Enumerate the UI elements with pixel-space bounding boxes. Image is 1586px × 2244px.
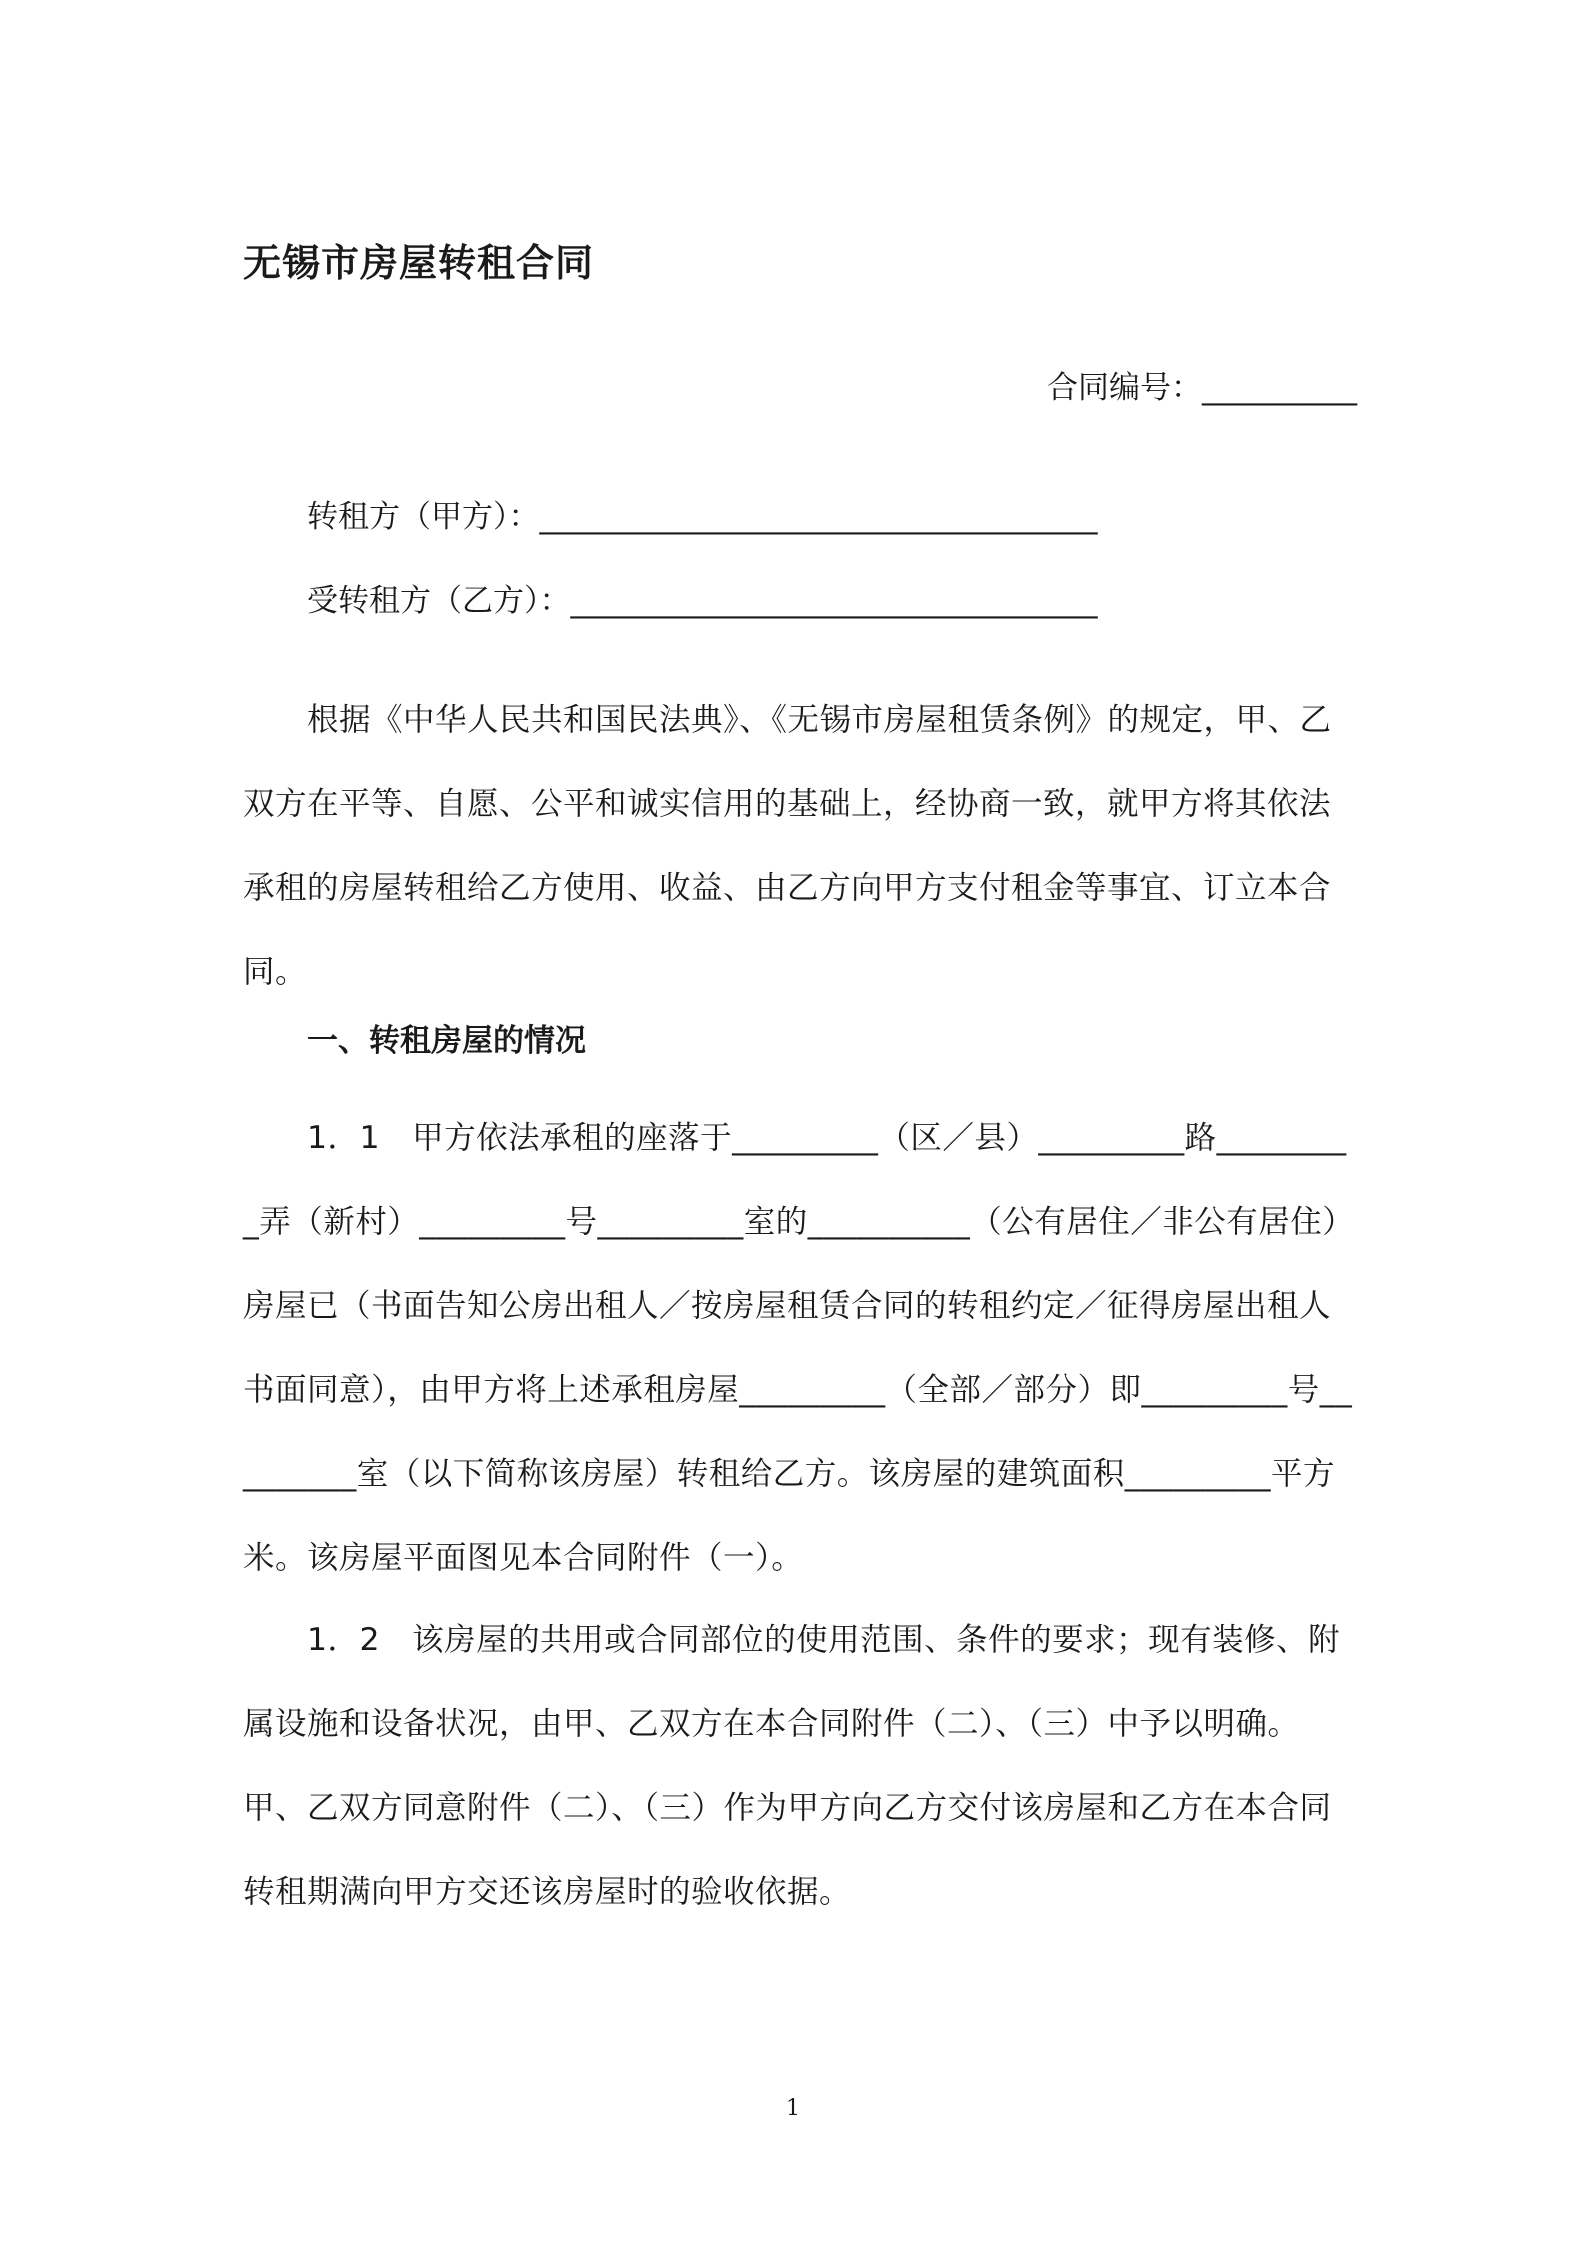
clause-1-1: 1．1 甲方依法承租的座落于_________（区／县）_________路_________弄（新村）_________号_________室的__________（公有居住／非公有居住）房屋已（书面告知公房出租人／按房屋租赁合同的转租约定／征得房屋出租人书面同意），由甲方将上述承租房屋_________（全部／部分）即_________号_________室（以下简称该房屋）转租给乙方。该房屋的建筑面积_________平方米。该房屋平面图见本合同附件（一）。 xyxy=(243,1120,1353,1576)
clause-1-2: 1．2 该房屋的共用或合同部位的使用范围、条件的要求；现有装修、附属设施和设备状况，由甲、乙双方在本合同附件（二）、（三）中予以明确。甲、乙双方同意附件（二）、（三）作为甲方向乙方交付该房屋和乙方在本合同转租期满向甲方交还该房屋时的验收依据。 xyxy=(243,1622,1341,1910)
page-number: 1 xyxy=(786,2096,800,2121)
party-a-line: 转租方（甲方）：____________________________________ xyxy=(307,499,1098,535)
party-b-line: 受转租方（乙方）：__________________________________ xyxy=(307,583,1098,619)
intro-paragraph: 根据《中华人民共和国民法典》、《无锡市房屋租赁条例》的规定，甲、乙双方在平等、自愿、公平和诚实信用的基础上，经协商一致，就甲方将其依法承租的房屋转租给乙方使用、收益、由乙方向甲方支付租金等事宜、订立本合同。 xyxy=(243,702,1332,990)
contract-number-field: 合同编号：__________ xyxy=(1047,370,1357,406)
section-heading: 一、转租房屋的情况 xyxy=(307,1023,586,1059)
document-title: 无锡市房屋转租合同 xyxy=(243,241,595,285)
